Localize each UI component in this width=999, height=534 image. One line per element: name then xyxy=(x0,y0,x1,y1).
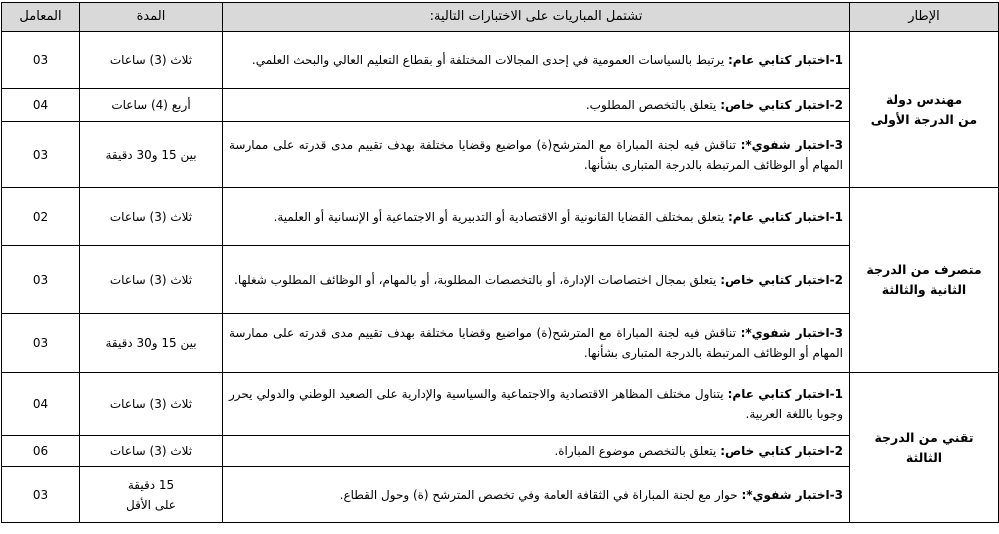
exam-name: 2-اختبار كتابي خاص: xyxy=(720,444,843,458)
table-row xyxy=(2,314,999,373)
exam-description xyxy=(223,373,850,436)
exam-name: 2-اختبار كتابي خاص: xyxy=(720,98,843,112)
coefficient-cell: 04 xyxy=(2,373,80,436)
coefficient-cell: 03 xyxy=(2,314,80,373)
exam-description xyxy=(223,246,850,314)
exam-name: 3-اختبار شفوي*: xyxy=(740,137,843,152)
frame-line: تقني من الدرجة xyxy=(874,429,974,445)
exam-text: حوار مع لجنة المباراة في الثقافة العامة وفي تخصص المترشح (ة) وحول القطاع. xyxy=(339,487,738,502)
exam-text: يتعلق بمجال اختصاصات الإدارة، أو بالتخصصات المطلوبة، أو بالمهام، أو الوظائف المطلوب شغلها. xyxy=(234,272,717,287)
table-row xyxy=(2,436,999,467)
exam-text: يتعلق بالتخصص موضوع المباراة. xyxy=(554,444,717,458)
coefficient-cell: 06 xyxy=(2,436,80,467)
exam-description xyxy=(223,436,850,467)
exam-text: تناقش فيه لجنة المباراة مع المترشح(ة) مواضيع وقضايا مختلفة بهدف تقييم مدى قدرته على ممارسة المهام أو الوظائف المرتبطة بالدرجة المتبارى بشأنها. xyxy=(229,326,843,360)
frame-line: متصرف من الدرجة xyxy=(866,262,982,277)
duration-cell: بين 15 و30 دقيقة xyxy=(80,314,223,373)
duration-line: على الأقل xyxy=(126,497,176,512)
frame-cell xyxy=(850,32,999,188)
coefficient-cell: 03 xyxy=(2,246,80,314)
exam-description xyxy=(223,89,850,122)
header-row xyxy=(2,3,999,32)
duration-cell: بين 15 و30 دقيقة xyxy=(80,122,223,188)
duration-cell: ثلاث (3) ساعات xyxy=(80,246,223,314)
exam-name: 1-اختبار كتابي عام: xyxy=(728,209,843,224)
duration-cell: ثلاث (3) ساعات xyxy=(80,436,223,467)
table-row xyxy=(2,246,999,314)
exam-description xyxy=(223,467,850,523)
duration-line: 15 دقيقة xyxy=(127,477,175,492)
exam-name: 1-اختبار كتابي عام: xyxy=(727,387,843,401)
exam-name: 3-اختبار شفوي*: xyxy=(741,487,843,502)
exam-description xyxy=(223,122,850,188)
frame-line: من الدرجة الأولى xyxy=(870,111,978,127)
table-row xyxy=(2,32,999,89)
coefficient-cell: 04 xyxy=(2,89,80,122)
frame-cell xyxy=(850,188,999,373)
table-row xyxy=(2,89,999,122)
coefficient-cell: 02 xyxy=(2,188,80,246)
header-duration: المدة xyxy=(80,3,223,32)
table-row xyxy=(2,188,999,246)
header-coefficient: المعامل xyxy=(2,3,80,32)
exam-name: 1-اختبار كتابي عام: xyxy=(728,53,843,67)
exam-name: 2-اختبار كتابي خاص: xyxy=(720,272,843,287)
exam-description xyxy=(223,32,850,89)
duration-cell: ثلاث (3) ساعات xyxy=(80,32,223,89)
coefficient-cell: 03 xyxy=(2,122,80,188)
exam-table xyxy=(1,2,999,523)
frame-cell xyxy=(850,373,999,523)
exam-description xyxy=(223,188,850,246)
exam-name: 3-اختبار شفوي*: xyxy=(740,326,843,340)
frame-line: الثالثة xyxy=(905,449,943,465)
duration-cell xyxy=(80,467,223,523)
exam-description xyxy=(223,314,850,373)
duration-cell: ثلاث (3) ساعات xyxy=(80,188,223,246)
exam-text: يرتبط بالسياسات العمومية في إحدى المجالات المختلفة أو بقطاع التعليم العالي والبحث العلمي. xyxy=(251,53,725,67)
table-row xyxy=(2,122,999,188)
exam-text: يتناول مختلف المظاهر الاقتصادية والاجتماعية والسياسية والإدارية على الصعيد الوطني والدولي يحرر وجوبا باللغة العربية. xyxy=(229,387,843,421)
table-row xyxy=(2,373,999,436)
duration-cell: ثلاث (3) ساعات xyxy=(80,373,223,436)
duration-cell: أربع (4) ساعات xyxy=(80,89,223,122)
coefficient-cell: 03 xyxy=(2,467,80,523)
coefficient-cell: 03 xyxy=(2,32,80,89)
table-row xyxy=(2,467,999,523)
frame-line: مهندس دولة xyxy=(885,91,963,107)
header-tests: تشتمل المباريات على الاختبارات التالية: xyxy=(223,3,850,32)
frame-line: الثانية والثالثة xyxy=(881,282,967,297)
exam-text: يتعلق بمختلف القضايا القانونية أو الاقتصادية أو التدبيرية أو الاجتماعية أو الإنسانية أو العلمية. xyxy=(273,209,725,224)
header-frame: الإطار xyxy=(850,3,999,32)
exam-text: تناقش فيه لجنة المباراة مع المترشح(ة) مواضيع وقضايا مختلفة بهدف تقييم مدى قدرته على ممارسة المهام أو الوظائف المرتبطة بالدرجة المتبارى بشأنها. xyxy=(229,137,843,172)
exam-text: يتعلق بالتخصص المطلوب. xyxy=(585,98,717,112)
